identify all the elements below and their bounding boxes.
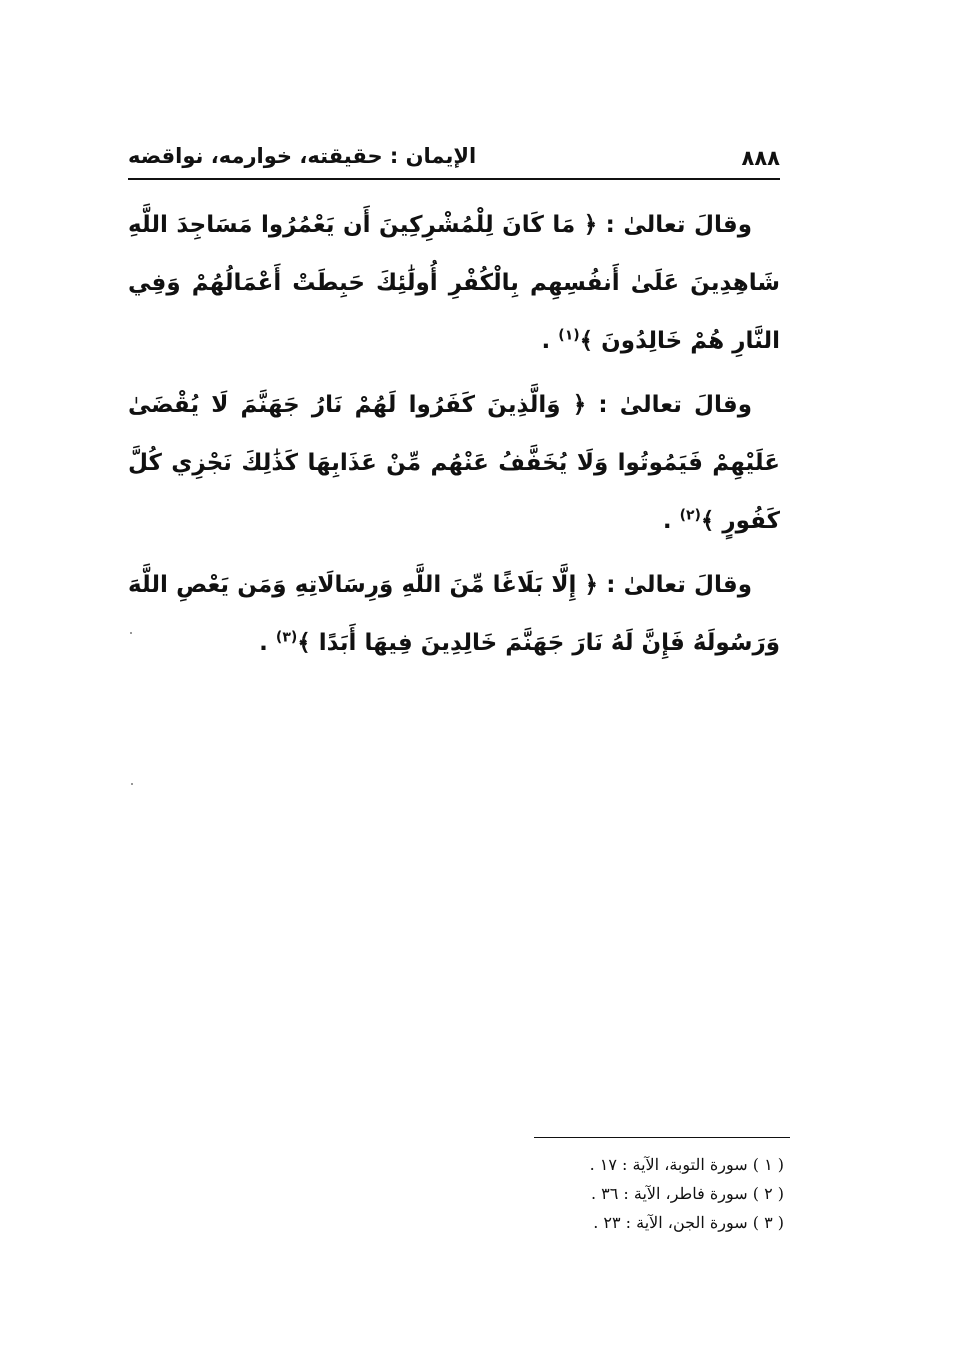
verse-paragraph-2 xyxy=(128,376,780,550)
verse-end-2: . xyxy=(662,508,680,534)
verse-text-2: وقالَ تعالىٰ : ﴿ وَالَّذِينَ كَفَرُوا لَهُمْ نَارُ جَهَنَّمَ لَا يُقْضَىٰ عَلَيْهِمْ فَيَمُوتُوا وَلَا يُخَفَّفُ عَنْهُم مِّنْ عَذَابِهَا كَذَٰلِكَ نَجْزِي كُلَّ كَفُورٍ ﴾ xyxy=(128,392,780,534)
page-header xyxy=(128,142,780,176)
footnotes xyxy=(400,1150,784,1237)
body-text xyxy=(128,196,780,678)
scan-speck xyxy=(131,783,133,785)
footnote-1: ( ١ ) سورة التوبة، الآية : ١٧ . xyxy=(589,1155,784,1174)
footnote-ref-1: (١) xyxy=(558,327,580,344)
page-number: ٨٨٨ xyxy=(741,146,780,170)
verse-text-3: وقالَ تعالىٰ : ﴿ إِلَّا بَلَاغًا مِّنَ اللَّهِ وَرِسَالَاتِهِ وَمَن يَعْصِ اللَّهَ وَرَسُولَهُ فَإِنَّ لَهُ نَارَ جَهَنَّمَ خَالِدِينَ فِيهَا أَبَدًا ﴾ xyxy=(128,572,780,656)
scan-speck xyxy=(130,632,132,634)
verse-end-3: . xyxy=(259,630,276,656)
footnote-rule xyxy=(534,1137,790,1138)
footnote-ref-2: (٢) xyxy=(679,507,701,524)
verse-paragraph-1 xyxy=(128,196,780,370)
verse-text-1: وقالَ تعالىٰ : ﴿ مَا كَانَ لِلْمُشْرِكِينَ أَن يَعْمُرُوا مَسَاجِدَ اللَّهِ شَاهِدِينَ عَلَىٰ أَنفُسِهِم بِالْكُفْرِ أُولَٰئِكَ حَبِطَتْ أَعْمَالُهُمْ وَفِي النَّارِ هُمْ خَالِدُونَ ﴾ xyxy=(128,212,780,354)
verse-paragraph-3 xyxy=(128,556,780,672)
footnote-3: ( ٣ ) سورة الجن، الآية : ٢٣ . xyxy=(593,1213,784,1232)
verse-end-1: . xyxy=(541,328,559,354)
footnote-2: ( ٢ ) سورة فاطر، الآية : ٣٦ . xyxy=(590,1184,784,1203)
running-title: الإيمان : حقيقته، خوارمه، نواقضه xyxy=(128,144,477,168)
header-rule xyxy=(128,178,780,180)
footnote-ref-3: (٣) xyxy=(275,629,298,646)
